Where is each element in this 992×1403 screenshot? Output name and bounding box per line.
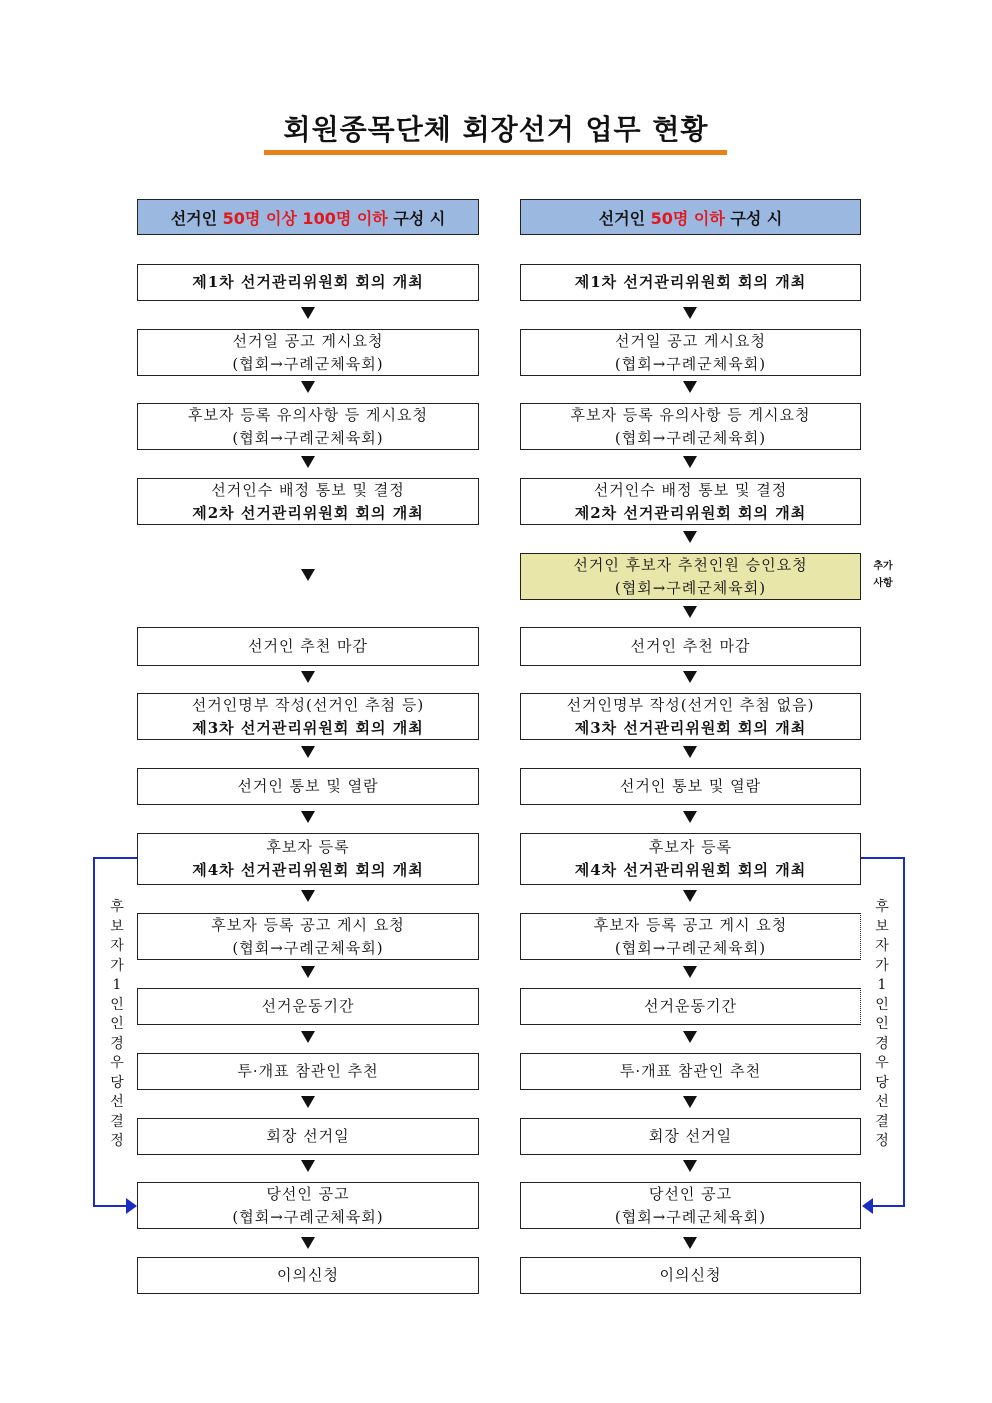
step-text: 선거인수 배정 통보 및 결정 [211, 480, 405, 499]
step-text: 후보자 등록 [266, 838, 350, 856]
flow-arrow-icon [301, 1096, 315, 1108]
step-text: (협회→구례군체육회) [614, 938, 767, 957]
page-title: 회원종목단체 회장선거 업무 현황 [283, 113, 709, 146]
step-box [137, 988, 479, 1025]
step-text: 선거일 공고 게시요청 [615, 331, 766, 350]
left-connector-top [93, 857, 137, 859]
flow-arrow-icon [683, 531, 697, 543]
flow-arrow-icon [301, 569, 315, 581]
left-connector-bottom [93, 1205, 127, 1207]
right-connector-vertical [903, 857, 905, 1207]
step-text: 회장 선거일 [648, 1127, 733, 1145]
extra-note-line: 추가 [873, 561, 893, 572]
header-text: 구성 시 [724, 208, 783, 228]
step-text: 제1차 선거관리위원회 회의 개최 [574, 273, 807, 291]
step-box [520, 403, 861, 450]
step-box [520, 1118, 861, 1155]
step-text: (협회→구례군체육회) [232, 1207, 384, 1226]
flow-arrow-icon [301, 1160, 315, 1172]
flow-arrow-icon [301, 307, 315, 319]
step-text: 후보자 등록 유의사항 등 게시요청 [570, 405, 811, 424]
flow-arrow-icon [683, 606, 697, 618]
step-text: (협회→구례군체육회) [232, 354, 384, 373]
right-column-header [520, 199, 861, 235]
step-text: (협회→구례군체육회) [232, 938, 384, 957]
step-text: 투·개표 참관인 추천 [237, 1062, 379, 1080]
step-text: (협회→구례군체육회) [614, 428, 767, 447]
left-single-candidate-note: 후보자가 1인인 경우 당선 결정 [110, 899, 124, 1149]
flow-arrow-icon [301, 811, 315, 823]
step-box [520, 693, 861, 740]
step-box [137, 1053, 479, 1090]
step-text: 선거인수 배정 통보 및 결정 [593, 480, 788, 499]
extra-note [866, 558, 900, 592]
flow-arrow-icon [683, 307, 697, 319]
step-box [137, 833, 479, 885]
step-text: 후보자 등록 공고 게시 요청 [211, 915, 405, 934]
step-box [137, 264, 479, 301]
step-box [520, 988, 861, 1025]
flow-arrow-icon [301, 966, 315, 978]
flow-arrow-icon [683, 746, 697, 758]
step-box [520, 833, 861, 885]
flow-arrow-icon [301, 381, 315, 393]
step-text: 제4차 선거관리위원회 회의 개최 [574, 861, 807, 879]
step-box [520, 1053, 861, 1090]
step-box [520, 1257, 861, 1294]
step-text: 선거인명부 작성(선거인 추첨 등) [191, 695, 425, 714]
step-box [137, 768, 479, 805]
step-text: (협회→구례군체육회) [614, 1207, 767, 1226]
left-column-header [137, 199, 479, 235]
flow-arrow-icon [301, 890, 315, 902]
step-box [520, 478, 861, 525]
step-text: (협회→구례군체육회) [614, 578, 767, 597]
step-box [137, 913, 479, 960]
flow-arrow-icon [301, 671, 315, 683]
step-text: 선거인 추천 마감 [630, 637, 751, 655]
step-text: 투·개표 참관인 추천 [619, 1062, 762, 1080]
step-box [137, 1118, 479, 1155]
step-text: (협회→구례군체육회) [232, 428, 384, 447]
step-text: 후보자 등록 [648, 838, 733, 856]
flow-arrow-icon [301, 456, 315, 468]
step-box [520, 768, 861, 805]
step-text: 후보자 등록 유의사항 등 게시요청 [188, 405, 428, 424]
step-text: 제1차 선거관리위원회 회의 개최 [192, 273, 424, 291]
right-single-candidate-note: 후보자가 1인인 경우 당선 결정 [875, 899, 889, 1149]
step-box [137, 627, 479, 666]
header-text: 구성 시 [387, 208, 446, 228]
flow-arrow-icon [683, 890, 697, 902]
step-text: 제4차 선거관리위원회 회의 개최 [192, 861, 424, 879]
step-box [137, 403, 479, 450]
step-box [520, 913, 861, 960]
step-text: 선거인 통보 및 열람 [237, 777, 379, 795]
step-box [137, 329, 479, 376]
step-text: 선거인 통보 및 열람 [619, 777, 762, 795]
right-connector-arrowhead [861, 1198, 873, 1214]
step-text: 제3차 선거관리위원회 회의 개최 [574, 718, 807, 737]
flow-arrow-icon [683, 381, 697, 393]
flow-arrow-icon [683, 456, 697, 468]
step-text: 이의신청 [277, 1266, 339, 1284]
step-text: 선거운동기간 [644, 997, 737, 1015]
step-text: 회장 선거일 [266, 1127, 350, 1145]
title-underline [264, 150, 727, 155]
left-connector-arrowhead [126, 1198, 138, 1214]
step-text: 당선인 공고 [648, 1184, 733, 1203]
flow-arrow-icon [301, 1237, 315, 1249]
flow-arrow-icon [301, 746, 315, 758]
left-connector-vertical [93, 857, 95, 1207]
step-text: 선거인 추천 마감 [248, 637, 368, 655]
step-box-highlighted [520, 553, 861, 600]
right-connector-top [861, 857, 905, 859]
step-text: 당선인 공고 [266, 1184, 350, 1203]
step-box [520, 627, 861, 666]
flow-arrow-icon [683, 671, 697, 683]
step-text: 후보자 등록 공고 게시 요청 [593, 915, 788, 934]
header-text: 50명 이상 100명 이하 [222, 208, 388, 228]
step-box [520, 329, 861, 376]
step-box [137, 478, 479, 525]
step-box [137, 1257, 479, 1294]
step-text: 선거인명부 작성(선거인 추첨 없음) [566, 695, 815, 714]
flow-arrow-icon [683, 1096, 697, 1108]
flow-arrow-icon [683, 811, 697, 823]
header-text: 선거인 [170, 208, 223, 228]
flow-arrow-icon [683, 1031, 697, 1043]
step-box [137, 693, 479, 740]
step-box [520, 1182, 861, 1229]
step-box [520, 264, 861, 301]
step-box [137, 1182, 479, 1229]
step-text: 선거인 후보자 추천인원 승인요청 [573, 555, 808, 574]
extra-note-line: 사항 [873, 578, 893, 589]
flow-arrow-icon [683, 966, 697, 978]
step-text: 제2차 선거관리위원회 회의 개최 [192, 503, 424, 522]
step-text: 제2차 선거관리위원회 회의 개최 [574, 503, 807, 522]
step-text: 이의신청 [659, 1266, 722, 1284]
right-connector-bottom [872, 1205, 905, 1207]
step-text: (협회→구례군체육회) [614, 354, 767, 373]
step-text: 선거운동기간 [261, 997, 355, 1015]
step-text: 제3차 선거관리위원회 회의 개최 [192, 718, 424, 737]
header-text: 50명 이하 [650, 208, 725, 228]
header-text: 선거인 [598, 208, 651, 228]
step-text: 선거일 공고 게시요청 [232, 331, 384, 350]
flow-arrow-icon [301, 1031, 315, 1043]
flow-arrow-icon [683, 1237, 697, 1249]
flow-arrow-icon [683, 1160, 697, 1172]
